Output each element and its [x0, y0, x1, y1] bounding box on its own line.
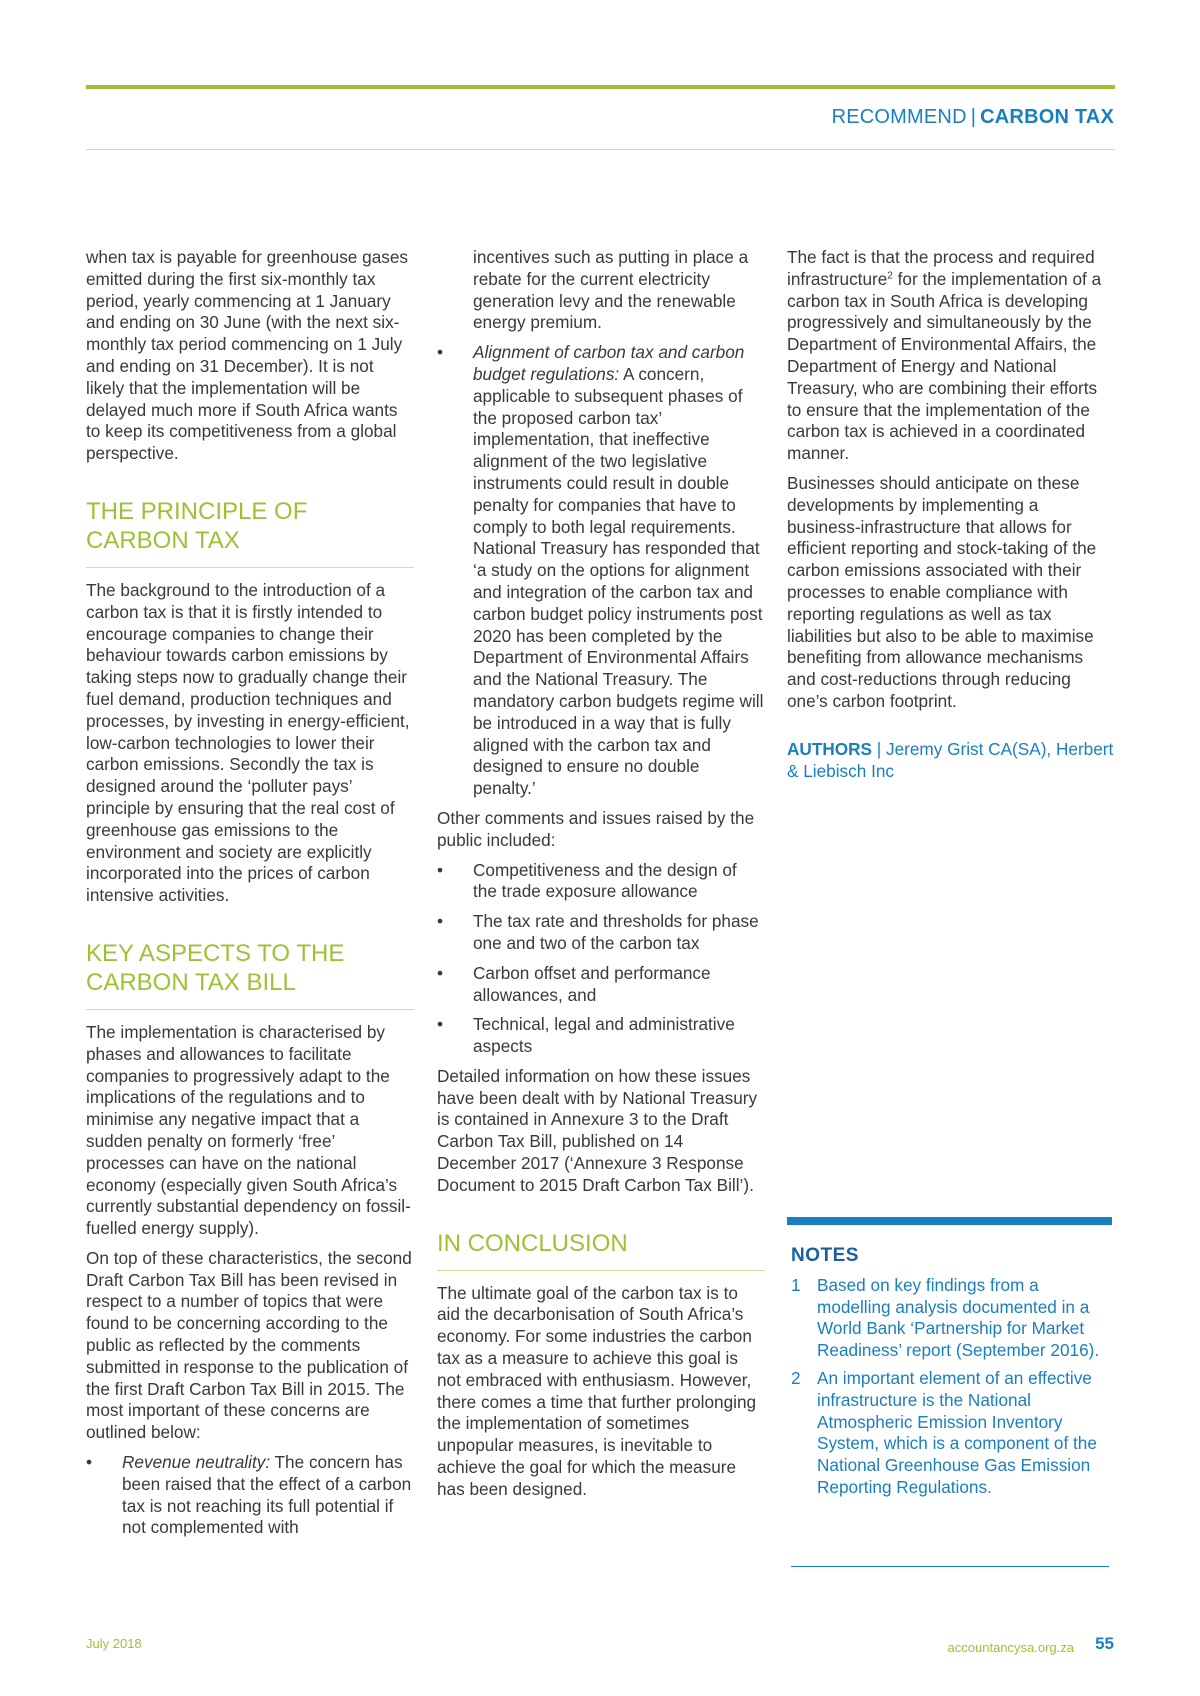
heading-conclusion: IN CONCLUSION [437, 1229, 765, 1271]
section-name: RECOMMEND [831, 106, 967, 128]
column-2 [437, 247, 765, 1509]
bullet-text: A concern, applicable to subsequent phases of the proposed carbon tax’ implementation, that ineffective alignment of the two legislative instruments could result in double penalty for companies that have to comply to both legal requirements. National Treasury has responded that ‘a study on the options for alignment and integration of the carbon tax and carbon budget policy instruments post 2020 has been completed by the Department of Environmental Affairs and the National Treasury. The mandatory carbon budgets regime will be introduced in a way that is fully aligned with the carbon tax and designed to ensure no double penalty.’ [473, 363, 764, 799]
heading-key-aspects: KEY ASPECTS TO THE CARBON TAX BILL [86, 939, 414, 1010]
section-topic: CARBON TAX [980, 106, 1114, 128]
notes-bottom-rule [791, 1566, 1109, 1567]
paragraph: Businesses should anticipate on these developments by implementing a business-infrastructure that allows for efficient reporting and stock-taking of the carbon emissions associated with their processes to enable compliance with reporting regulations as well as tax liabilities but also to be able to maximise benefiting from allowance mechanisms and cost-reductions through reducing one’s carbon footprint. [787, 472, 1097, 711]
footer-url[interactable]: accountancysa.org.za [947, 1640, 1074, 1655]
footnote-ref: 2 [887, 270, 893, 282]
authors-label: AUTHORS [787, 738, 872, 759]
paragraph: The implementation is characterised by phases and allowances to facilitate companies to progressively adapt to the implications of the regulations and to minimise any negative impact that a sudden penalty on formerly ‘free’ processes can have on the national economy (especially given South Africa’s currently substantial dependency on fossil-fuelled energy supply). [86, 1021, 411, 1239]
authors [787, 739, 1115, 783]
notes-list [791, 1275, 1109, 1499]
header-rule [86, 85, 1115, 89]
paragraph: On top of these characteristics, the second Draft Carbon Tax Bill has been revised in respect to a number of topics that were found to be concerning according to the public as reflected by the comments submitted in response to the publication of the first Draft Carbon Tax Bill in 2015. The most important of these concerns are outlined below: [86, 1247, 412, 1443]
heading-principle: THE PRINCIPLE OF CARBON TAX [86, 497, 414, 568]
paragraph: Detailed information on how these issues have been dealt with by National Treasury is contained in Annexure 3 to the Draft Carbon Tax Bill, published on 14 December 2017 (‘Annexure 3 Response Document to 2015 Draft Carbon Tax Bill’). [437, 1065, 758, 1195]
section-label [832, 106, 1114, 129]
note-number: 2 [791, 1367, 801, 1388]
footer-date: July 2018 [86, 1636, 142, 1651]
section-separator: | [970, 106, 977, 128]
paragraph: The ultimate goal of the carbon tax is to aid the decarbonisation of South Africa’s economy. For some industries the carbon tax as a measure to achieve this goal is not embraced with enthusiasm. However, there comes a time that further prolonging the implementation of sometimes unpopular measures, is inevitable to achieve the goal for which the measure has been designed. [437, 1282, 757, 1499]
list-item [437, 342, 765, 800]
paragraph [787, 247, 1115, 465]
list-item: • Competitiveness and the design of the trade exposure allowance [437, 860, 765, 904]
page-number: 55 [1095, 1634, 1114, 1653]
column-3 [787, 247, 1115, 782]
note-item [791, 1275, 1109, 1362]
paragraph: The background to the introduction of a carbon tax is that it is firstly intended to encourage companies to change their behaviour towards carbon emissions by taking steps now to gradually change their fuel demand, production techniques and processes, by investing in energy-efficient, low-carbon technologies to lower their carbon emissions. Secondly the tax is designed around the ‘polluter pays’ principle by ensuring that the real cost of greenhouse gas emissions to the environment and society are explicitly incorporated into the prices of carbon intensive activities. [86, 579, 410, 906]
bullet-text: The concern has been raised that the effect of a carbon tax is not reaching its full potential if not complemented with [122, 1452, 412, 1538]
header-thin-rule [86, 149, 1115, 150]
paragraph: Other comments and issues raised by the public included: [437, 807, 755, 850]
list-item: • Technical, legal and administrative aspects [437, 1014, 765, 1058]
list-item: • Carbon offset and performance allowances, and [437, 963, 765, 1007]
paragraph-continued: incentives such as putting in place a rebate for the current electricity generation levy and the renewable energy premium. [473, 247, 749, 333]
authors-text: | Jeremy Grist CA(SA), Herbert & Liebisch Inc [787, 738, 1114, 781]
paragraph: when tax is payable for greenhouse gases emitted during the first six-monthly tax period, yearly commencing at 1 January and ending on 30 June (with the next six-monthly tax period commencing on 1 July and ending on 31 December). It is not likely that the implementation will be delayed much more if South Africa wants to keep its competitiveness from a global perspective. [86, 247, 408, 464]
note-text: Based on key findings from a modelling analysis documented in a World Bank ‘Partnership for Market Readiness’ report (September 2016). [817, 1274, 1100, 1361]
notes-box [791, 1245, 1109, 1505]
note-text: An important element of an effective infrastructure is the National Atmospheric Emission Inventory System, which is a component of the National Greenhouse Gas Emission Reporting Regulations. [817, 1367, 1097, 1497]
list-item [86, 1452, 414, 1539]
notes-title: NOTES [791, 1245, 859, 1266]
public-comments-list [437, 860, 765, 1058]
note-number: 1 [791, 1274, 801, 1295]
list-item: • The tax rate and thresholds for phase one and two of the carbon tax [437, 911, 765, 955]
bullet-label: Revenue neutrality: [122, 1452, 271, 1473]
note-item [791, 1368, 1109, 1499]
bullet-label: Alignment of carbon tax and carbon budget regulations: [473, 342, 745, 384]
concerns-list [86, 1452, 414, 1539]
column-1 [86, 247, 414, 1547]
notes-rule [787, 1217, 1112, 1225]
paragraph-text: for the implementation of a carbon tax in South Africa is developing progressively and simultaneously by the Department of Environmental Affairs, the Department of Energy and National Treasury, who are combining their efforts to ensure that the implementation of the carbon tax is achieved in a coordinated manner. [787, 268, 1102, 464]
concerns-list-continued [437, 342, 765, 800]
paragraph-text: The fact is that the process and required infrastructure [787, 247, 1095, 289]
